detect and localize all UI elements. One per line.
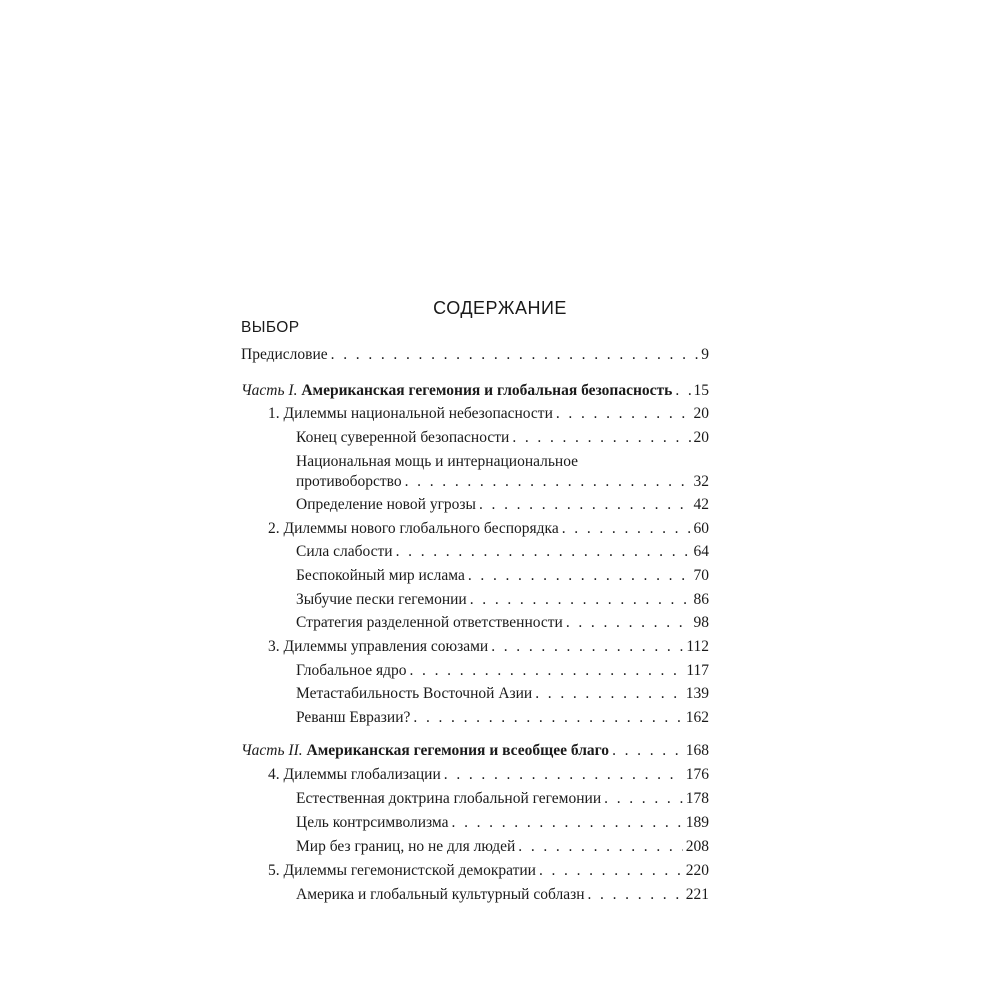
toc-entry-page: 64 xyxy=(693,543,709,560)
toc-entry-page: 208 xyxy=(685,838,709,855)
toc-section-entry xyxy=(296,613,709,633)
toc-entry-page: 9 xyxy=(701,346,709,363)
toc-entry-title: 1. Дилеммы национальной небезопасности xyxy=(268,405,553,422)
toc-chapter-entry xyxy=(268,519,709,539)
toc-entry-title: Предисловие xyxy=(241,346,328,363)
toc-section-entry xyxy=(296,566,709,586)
toc-entry-title: Цель контрсимволизма xyxy=(296,814,449,831)
dot-leader xyxy=(410,661,684,681)
dot-leader xyxy=(413,708,682,728)
dot-leader xyxy=(396,542,691,562)
toc-entry-title: Естественная доктрина глобальной гегемонии xyxy=(296,790,602,807)
toc-section-entry xyxy=(296,590,709,610)
toc-entry xyxy=(241,345,709,365)
toc-entry-page: 139 xyxy=(685,685,709,702)
toc-part-entry xyxy=(241,741,709,761)
toc-section-entry xyxy=(296,789,709,809)
toc-entry-page: 117 xyxy=(686,662,709,679)
dot-leader xyxy=(444,765,683,785)
toc-entry-page: 32 xyxy=(693,473,709,490)
toc-entry-title: Сила слабости xyxy=(296,543,393,560)
toc-entry-page: 42 xyxy=(693,496,709,513)
toc-section-entry xyxy=(296,661,709,681)
toc-part-title xyxy=(241,381,672,401)
toc-section-entry xyxy=(296,837,709,857)
toc-entry-title: Мир без границ, но не для людей xyxy=(296,838,516,855)
toc-entry-title: 4. Дилеммы глобализации xyxy=(268,766,441,783)
toc-entry-title: противоборство xyxy=(296,473,402,490)
toc-part-prefix: Часть I. xyxy=(241,382,298,399)
toc-entry-page: 20 xyxy=(693,405,709,422)
toc-chapter-entry xyxy=(268,861,709,881)
toc-entry-page: 98 xyxy=(693,614,709,631)
toc-part-name: Американская гегемония и всеобщее благо xyxy=(306,742,610,759)
toc-entry-page: 168 xyxy=(685,742,709,759)
toc-entry-page: 221 xyxy=(685,886,709,903)
toc-entry-page: 189 xyxy=(685,814,709,831)
toc-entry-title: Беспокойный мир ислама xyxy=(296,567,465,584)
toc-entry-title: Метастабильность Восточной Азии xyxy=(296,685,533,702)
toc-entry-page: 220 xyxy=(685,862,709,879)
toc-entry-page: 112 xyxy=(686,638,709,655)
toc-entry-page: 60 xyxy=(693,520,709,537)
dot-leader xyxy=(566,613,691,633)
toc-entry-page: 176 xyxy=(685,766,709,783)
toc-entry-title: Реванш Евразии? xyxy=(296,709,411,726)
dot-leader xyxy=(452,813,683,833)
dot-leader xyxy=(535,684,683,704)
toc-section-entry xyxy=(296,684,709,704)
toc-entry-title: 5. Дилеммы гегемонистской демократии xyxy=(268,862,536,879)
toc-entry-title: Конец суверенной безопасности xyxy=(296,429,510,446)
toc-section-entry xyxy=(296,885,709,905)
dot-leader xyxy=(491,637,683,657)
dot-leader xyxy=(405,472,691,492)
toc-section-entry xyxy=(296,495,709,515)
dot-leader xyxy=(612,741,683,761)
toc-entry-title: Глобальное ядро xyxy=(296,662,407,679)
dot-leader xyxy=(562,519,691,539)
toc-section-entry xyxy=(296,708,709,728)
toc-chapter-entry xyxy=(268,765,709,785)
toc-entry-title: Америка и глобальный культурный соблазн xyxy=(296,886,585,903)
dot-leader xyxy=(468,566,691,586)
toc-section-entry xyxy=(296,542,709,562)
toc-chapter-entry xyxy=(268,404,709,424)
section-heading: ВЫБОР xyxy=(241,319,300,336)
dot-leader xyxy=(479,495,691,515)
dot-leader xyxy=(331,345,699,365)
toc-entry-title: Определение новой угрозы xyxy=(296,496,476,513)
toc-entry-page: 70 xyxy=(693,567,709,584)
toc-entry-title: 2. Дилеммы нового глобального беспорядка xyxy=(268,520,559,537)
dot-leader xyxy=(588,885,683,905)
toc-entry-page: 15 xyxy=(693,382,709,399)
page-title: СОДЕРЖАНИЕ xyxy=(433,298,567,318)
dot-leader xyxy=(470,590,691,610)
toc-part-prefix: Часть II. xyxy=(241,742,303,759)
toc-section-entry xyxy=(296,472,709,492)
toc-entry-title: 3. Дилеммы управления союзами xyxy=(268,638,489,655)
toc-entry-page: 86 xyxy=(693,591,709,608)
toc-section-entry xyxy=(296,813,709,833)
toc-part-name: Американская гегемония и глобальная безопасность xyxy=(301,382,673,399)
toc-entry-page: 178 xyxy=(685,790,709,807)
toc-entry-title-line1: Национальная мощь и интернациональное xyxy=(296,453,579,470)
toc-chapter-entry xyxy=(268,637,709,657)
dot-leader xyxy=(604,789,683,809)
toc-part-title xyxy=(241,741,609,761)
dot-leader xyxy=(512,428,690,448)
toc-entry-page: 162 xyxy=(685,709,709,726)
dot-leader xyxy=(518,837,682,857)
toc-part-entry xyxy=(241,381,709,401)
dot-leader xyxy=(556,404,691,424)
dot-leader xyxy=(539,861,683,881)
toc-entry-page: 20 xyxy=(693,429,709,446)
toc-section-entry xyxy=(296,428,709,448)
toc-entry-title: Зыбучие пески гегемонии xyxy=(296,591,467,608)
dot-leader xyxy=(675,381,690,401)
toc-entry-title: Стратегия разделенной ответственности xyxy=(296,614,563,631)
